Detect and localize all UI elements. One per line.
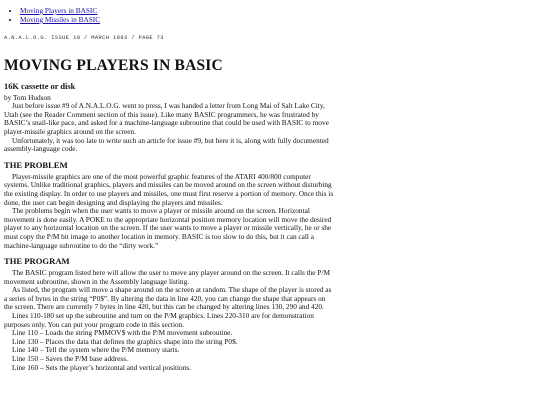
paragraph: Line 130 – Places the data that defines the graphics shape into the string P0$. xyxy=(12,336,238,346)
paragraph: As listed, the program will move a shape around on the screen at random. The shape of the player is stored as a series of bytes in the string “P0$”. By altering the data in line 420, you can change the shape that appears on the screen. There are currently 7 bytes in line 420, but this can be changed by altering lines 130, 290 and 420. xyxy=(4,285,332,312)
paragraph: Lines 110-180 set up the subroutine and turn on the P/M graphics. Lines 220-310 are for demonstration purposes only. You can put your program code in this section. xyxy=(4,311,314,329)
toc-link-moving-missiles[interactable]: Moving Missiles in BASIC xyxy=(20,15,101,24)
table-of-contents xyxy=(4,6,336,24)
paragraph: Line 110 – Loads the string PMMOV$ with the P/M movement subroutine. xyxy=(12,328,233,338)
section-heading-problem: THE PROBLEM xyxy=(4,159,68,170)
program-section xyxy=(4,269,336,372)
toc-link-moving-players[interactable]: Moving Players in BASIC xyxy=(20,6,98,15)
toc-item xyxy=(20,15,336,24)
byline: by Tom Hudson xyxy=(4,92,51,102)
article-subtitle: 16K cassette or disk xyxy=(4,81,76,91)
paragraph: Line 150 – Saves the P/M base address. xyxy=(12,354,128,364)
paragraph: Just before issue #9 of A.N.A.L.O.G. went to press, I was handed a letter from Long Mai of Salt Lake City, Utah (see the Reader Comment section of this issue). Like many BASIC programmers, he was frustrated by BASIC’s snail-like pace, and asked for a machine-language subroutine that could be used with BASIC to move player-missile graphics around on the screen. xyxy=(4,101,329,136)
toc-item xyxy=(20,6,336,15)
paragraph: Player-missile graphics are one of the most powerful graphic features of the ATARI 400/800 computer systems. Unlike traditional graphics, players and missiles can be moved around on the screen without disturbing the existing display. In order to use players and missiles, one must first reserve a portion of memory. Once this is done, the user can begin designing and displaying the players and missiles. xyxy=(4,171,334,207)
intro-section xyxy=(4,102,336,154)
paragraph: The BASIC program listed here will allow the user to move any player around on the screen. It calls the P/M movement subroutine, shown in the Assembly language listing. xyxy=(4,268,330,286)
problem-section xyxy=(4,173,336,250)
article-title: MOVING PLAYERS IN BASIC xyxy=(4,56,223,74)
issue-line: A.N.A.L.O.G. ISSUE 10 / MARCH 1983 / PAGE 73 xyxy=(4,35,164,41)
section-heading-program: THE PROGRAM xyxy=(4,256,70,267)
paragraph: Line 140 – Tell the system where the P/M memory starts. xyxy=(12,345,180,355)
paragraph: Unfortunately, it was too late to write such an article for issue #9, but here it is, along with fully documented assembly-language code. xyxy=(4,135,329,154)
paragraph: Line 160 – Sets the player’s horizontal and vertical positions. xyxy=(12,362,192,372)
paragraph: The problems begin when the user wants to move a player or missile around on the screen. Horizontal movement is done easily. A POKE to the appropriate horizontal position memory location will move the desired player to any horizontal location on the screen. If the user wants to move a player or missile vertically, he or she must copy the P/M bit image to another location in memory. BASIC is too slow to do this, but it can call a machine-language subroutine to do the “dirty work.” xyxy=(4,206,332,250)
